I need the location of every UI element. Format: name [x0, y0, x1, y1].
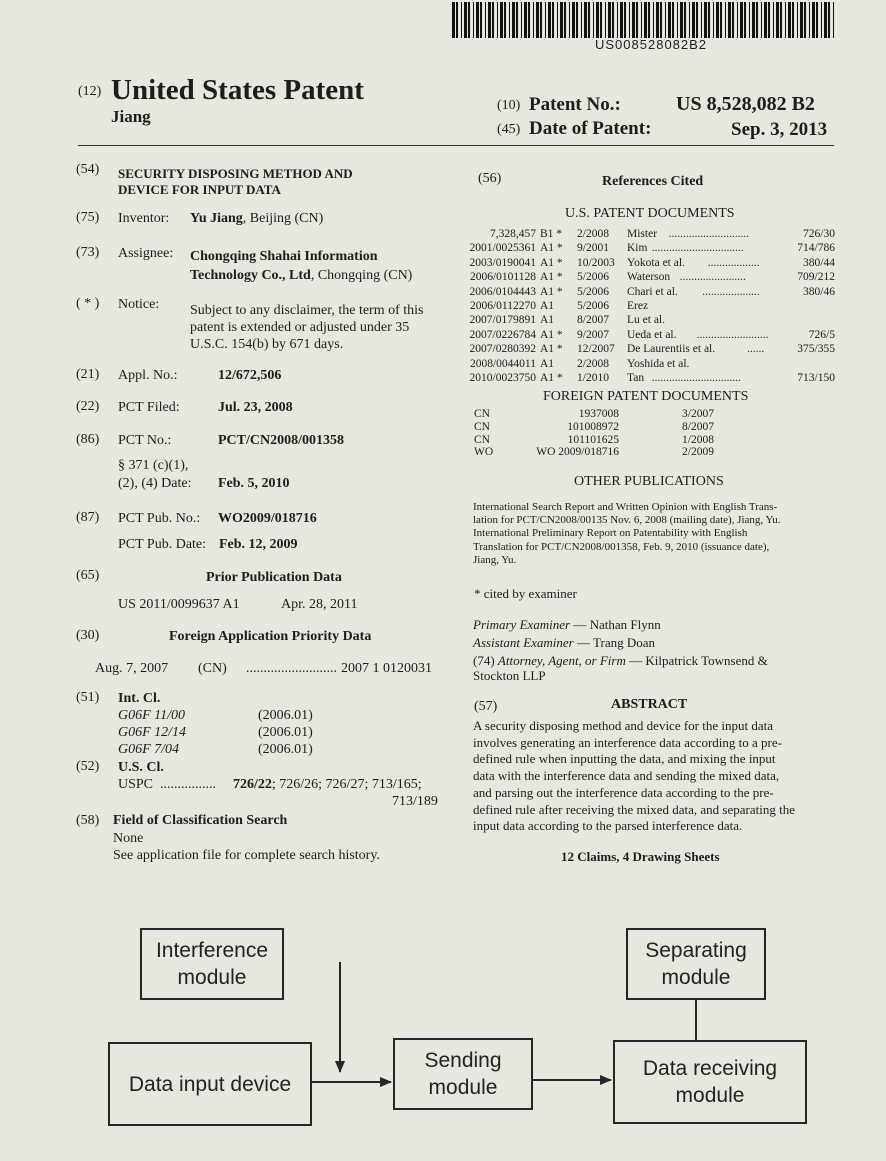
interference-line2: module [177, 966, 247, 989]
ref-dots: ....................... [679, 271, 746, 284]
ref-dots: ...... [747, 343, 765, 356]
prior-publication-date: Apr. 28, 2011 [281, 597, 358, 612]
pct-no-value: PCT/CN2008/001358 [218, 433, 344, 448]
ref-date: 5/2006 [577, 285, 609, 298]
ref-kind: A1 * [540, 271, 563, 284]
other-publication-line: Translation for PCT/CN2008/001358, Feb. 9, 2010 (issuance date), [473, 540, 770, 553]
attorney-line2: Stockton LLP [473, 668, 546, 683]
field-search-note: See application file for complete search history. [113, 848, 380, 863]
int-cl-class: G06F 11/00 [118, 708, 186, 723]
us-patent-documents-heading: U.S. PATENT DOCUMENTS [565, 206, 735, 221]
foreign-ref-country: CN [474, 408, 490, 420]
separating-module-box [626, 928, 766, 1000]
ref-kind: A1 [540, 357, 555, 370]
pub-no-value: WO2009/018716 [218, 511, 317, 526]
uspc-rest: ; 726/26; 726/27; 713/165; [271, 777, 422, 792]
notice-line2: patent is extended or adjusted under 35 [190, 320, 410, 335]
appl-no-value: 12/672,506 [218, 368, 282, 383]
ref-kind: B1 * [540, 228, 563, 240]
int-cl-version: (2006.01) [258, 742, 313, 757]
ref-class: 380/44 [803, 256, 835, 269]
inventor-name: Yu Jiang [190, 211, 243, 226]
patent-no-label: Patent No.: [529, 94, 621, 115]
foreign-ref-number: 1937008 [578, 408, 619, 420]
sending-module-box [393, 1038, 533, 1110]
ref-dots: .................... [702, 285, 760, 298]
invention-title-line2: DEVICE FOR INPUT DATA [118, 182, 281, 197]
sending-line1: Sending [424, 1049, 502, 1072]
s371-line1: § 371 (c)(1), [118, 458, 189, 473]
other-publications-heading: OTHER PUBLICATIONS [574, 474, 724, 489]
abstract-line: data with the interference data and sending the mixed data, [473, 768, 780, 784]
abstract-line: A security disposing method and device for the input data [473, 718, 774, 733]
ref-class: 380/46 [803, 285, 835, 298]
foreign-ref-number: 101101625 [567, 433, 619, 446]
cited-note: * cited by examiner [474, 586, 577, 601]
ref-date: 9/2007 [577, 328, 609, 341]
ref-number: 2006/0101128 [469, 271, 536, 284]
ref-dots: ............................... [651, 372, 741, 384]
ref-date: 9/2001 [577, 242, 609, 255]
code-10: (10) [497, 98, 521, 113]
assignee-label: Assignee: [118, 246, 174, 261]
notice-label: Notice: [118, 297, 160, 312]
pct-filed-value: Jul. 23, 2008 [218, 400, 293, 415]
inventor-surname: Jiang [111, 107, 151, 126]
field-search-none: None [113, 831, 144, 846]
code-30: (30) [76, 628, 100, 643]
document-title: United States Patent [111, 74, 364, 106]
ref-number: 2001/0025361 [469, 242, 536, 255]
ref-kind: A1 * [540, 372, 563, 384]
ref-kind: A1 * [540, 328, 563, 341]
foreign-priority-number: 2007 1 0120031 [341, 661, 432, 676]
primary-examiner-label: Primary Examiner [473, 617, 571, 632]
int-cl-version: (2006.01) [258, 725, 313, 740]
pub-no-label: PCT Pub. No.: [118, 511, 201, 526]
code-21: (21) [76, 367, 100, 382]
foreign-priority-heading: Foreign Application Priority Data [169, 629, 372, 644]
prior-publication-heading: Prior Publication Data [206, 570, 342, 585]
interference-line1: Interference [155, 939, 269, 962]
ref-class: 709/212 [797, 271, 835, 284]
code-75: (75) [76, 210, 100, 225]
attorney-value: — Kilpatrick Townsend & [625, 653, 768, 668]
patent-number: US 8,528,082 B2 [676, 93, 815, 115]
assignee-line1: Chongqing Shahai Information [190, 249, 378, 264]
ref-date: 1/2010 [577, 372, 609, 384]
abstract-line: input data according to the parsed interference data. [473, 818, 743, 834]
ref-name: Chari et al. [627, 285, 678, 298]
barcode-number: US008528082B2 [595, 37, 708, 52]
separating-line1: Separating [645, 939, 747, 962]
code-73: (73) [76, 245, 100, 260]
int-cl-label: Int. Cl. [118, 691, 161, 706]
interference-module-box [140, 928, 284, 1000]
ref-class: 713/150 [797, 372, 835, 384]
ref-dots: ......................... [696, 328, 769, 341]
code-86: (86) [76, 432, 100, 447]
sending-line2: module [428, 1076, 498, 1099]
attorney-label: Attorney, Agent, or Firm [497, 653, 626, 668]
ref-name: Lu et al. [627, 314, 665, 327]
other-publication-line: lation for PCT/CN2008/00135 Nov. 6, 2008 (mailing date), Jiang, Yu. [473, 514, 781, 527]
pub-date-label: PCT Pub. Date: [118, 537, 207, 552]
uspc-line2: 713/189 [392, 794, 438, 809]
ref-class: 726/5 [808, 328, 835, 341]
ref-dots: .................. [707, 256, 760, 269]
pct-no-label: PCT No.: [118, 433, 172, 448]
ref-number: 2006/0112270 [469, 300, 536, 312]
ref-number: 2006/0104443 [469, 285, 536, 298]
abstract-line: defined rule after receiving the mixed data, and separating the [473, 801, 795, 817]
code-87: (87) [76, 510, 100, 525]
foreign-priority-country: (CN) [198, 661, 227, 676]
ref-number: 2003/0190041 [469, 256, 536, 269]
receiving-line2: module [675, 1084, 745, 1107]
ref-name: De Laurentiis et al. [627, 343, 716, 356]
uspc-main: 726/22 [233, 777, 272, 792]
ref-dots: ............................ [668, 228, 750, 240]
foreign-ref-country: CN [474, 433, 490, 446]
abstract-line: defined rule when inputting the data, and mixing the input [473, 751, 776, 767]
us-cl-label: U.S. Cl. [118, 760, 164, 775]
foreign-ref-date: 8/2007 [682, 420, 714, 433]
code-74: (74) [473, 653, 495, 668]
inventor-label: Inventor: [118, 211, 170, 226]
ref-date: 2/2008 [577, 357, 609, 370]
code-12: (12) [78, 84, 102, 99]
ref-class: 375/355 [797, 343, 835, 356]
ref-number: 2007/0280392 [469, 343, 536, 356]
ref-name: Mister [627, 228, 658, 240]
notice-code: ( * ) [76, 296, 100, 311]
ref-date: 10/2003 [577, 256, 615, 269]
pct-filed-label: PCT Filed: [118, 400, 180, 415]
assistant-examiner-value: — Trang Doan [573, 635, 656, 650]
foreign-ref-country: WO [474, 446, 494, 459]
code-58: (58) [76, 813, 100, 828]
notice-line1: Subject to any disclaimer, the term of this [190, 303, 424, 318]
assignee-company: Technology Co., Ltd [190, 268, 311, 283]
foreign-ref-country: CN [474, 420, 490, 433]
assistant-examiner-label: Assistant Examiner [473, 635, 574, 650]
foreign-ref-date: 3/2007 [682, 408, 714, 420]
ref-name: Waterson [627, 271, 671, 284]
ref-date: 5/2006 [577, 300, 609, 312]
ref-number: 7,328,457 [490, 228, 536, 240]
ref-kind: A1 * [540, 343, 563, 356]
ref-kind: A1 * [540, 285, 563, 298]
data-receiving-module-box [613, 1040, 807, 1124]
other-publication-line: International Search Report and Written Opinion with English Trans- [473, 501, 778, 513]
foreign-patent-documents-heading: FOREIGN PATENT DOCUMENTS [543, 389, 749, 404]
data-input-label: Data input device [128, 1072, 292, 1096]
pub-date-value: Feb. 12, 2009 [219, 537, 298, 552]
ref-number: 2007/0226784 [469, 328, 536, 341]
inventor-place: , Beijing (CN) [242, 211, 324, 226]
ref-name: Ueda et al. [627, 328, 677, 341]
foreign-ref-date: 2/2009 [682, 446, 714, 459]
prior-publication-number: US 2011/0099637 A1 [118, 597, 240, 612]
ref-number: 2010/0023750 [469, 372, 536, 384]
ref-date: 12/2007 [577, 343, 615, 356]
int-cl-version: (2006.01) [258, 708, 313, 723]
ref-name: Yoshida et al. [627, 357, 690, 370]
uspc-dots: ................ [160, 777, 216, 792]
foreign-ref-date: 1/2008 [682, 433, 714, 446]
ref-kind: A1 * [540, 242, 563, 255]
code-65: (65) [76, 568, 100, 583]
foreign-priority-dots: .......................... [246, 661, 337, 676]
receiving-line1: Data receiving [642, 1057, 778, 1080]
date-of-patent-label: Date of Patent: [529, 118, 652, 139]
ref-dots: ................................ [651, 242, 744, 255]
code-45: (45) [497, 122, 521, 137]
ref-name: Kim [627, 242, 648, 255]
other-publication-line: International Preliminary Report on Patentability with English [473, 527, 748, 540]
foreign-priority-date: Aug. 7, 2007 [95, 661, 169, 676]
ref-number: 2007/0179891 [469, 314, 536, 327]
data-input-device-box [108, 1042, 312, 1126]
ref-date: 5/2006 [577, 271, 609, 284]
code-22: (22) [76, 399, 100, 414]
ref-kind: A1 * [540, 256, 563, 269]
field-search-label: Field of Classification Search [113, 813, 288, 828]
date-of-patent: Sep. 3, 2013 [731, 119, 828, 140]
ref-name: Yokota et al. [627, 256, 685, 269]
foreign-ref-number: WO 2009/018716 [536, 446, 619, 459]
code-56: (56) [478, 171, 502, 186]
ref-number: 2008/0044011 [469, 357, 536, 370]
code-54: (54) [76, 162, 100, 177]
primary-examiner-value: — Nathan Flynn [570, 617, 661, 632]
code-52: (52) [76, 759, 100, 774]
code-51: (51) [76, 690, 100, 705]
appl-no-label: Appl. No.: [118, 368, 178, 383]
abstract-line: and parsing out the interference data according to the pre- [473, 784, 774, 800]
ref-class: 726/30 [803, 228, 835, 240]
other-publication-line: Jiang, Yu. [473, 553, 517, 566]
foreign-ref-number: 101008972 [567, 420, 619, 433]
ref-class: 714/786 [797, 242, 835, 255]
int-cl-class: G06F 7/04 [118, 742, 180, 757]
references-heading: References Cited [602, 174, 704, 189]
ref-name: Tan [627, 372, 645, 384]
ref-date: 2/2008 [577, 228, 609, 240]
code-57: (57) [474, 699, 498, 714]
invention-title-line1: SECURITY DISPOSING METHOD AND [118, 166, 353, 181]
assignee-place: , Chongqing (CN) [310, 268, 413, 283]
notice-line3: U.S.C. 154(b) by 671 days. [190, 337, 344, 352]
int-cl-class: G06F 12/14 [118, 725, 187, 740]
ref-name: Erez [627, 300, 649, 312]
abstract-heading: ABSTRACT [611, 697, 688, 712]
s371-line2: (2), (4) Date: [118, 476, 192, 491]
ref-kind: A1 [540, 300, 555, 312]
uspc-label: USPC [118, 777, 154, 792]
s371-value: Feb. 5, 2010 [218, 476, 290, 491]
separating-line2: module [661, 966, 731, 989]
ref-kind: A1 [540, 314, 555, 327]
ref-date: 8/2007 [577, 314, 609, 327]
claims-summary: 12 Claims, 4 Drawing Sheets [561, 849, 720, 864]
abstract-line: involves generating an interference data according to a pre- [473, 734, 782, 750]
